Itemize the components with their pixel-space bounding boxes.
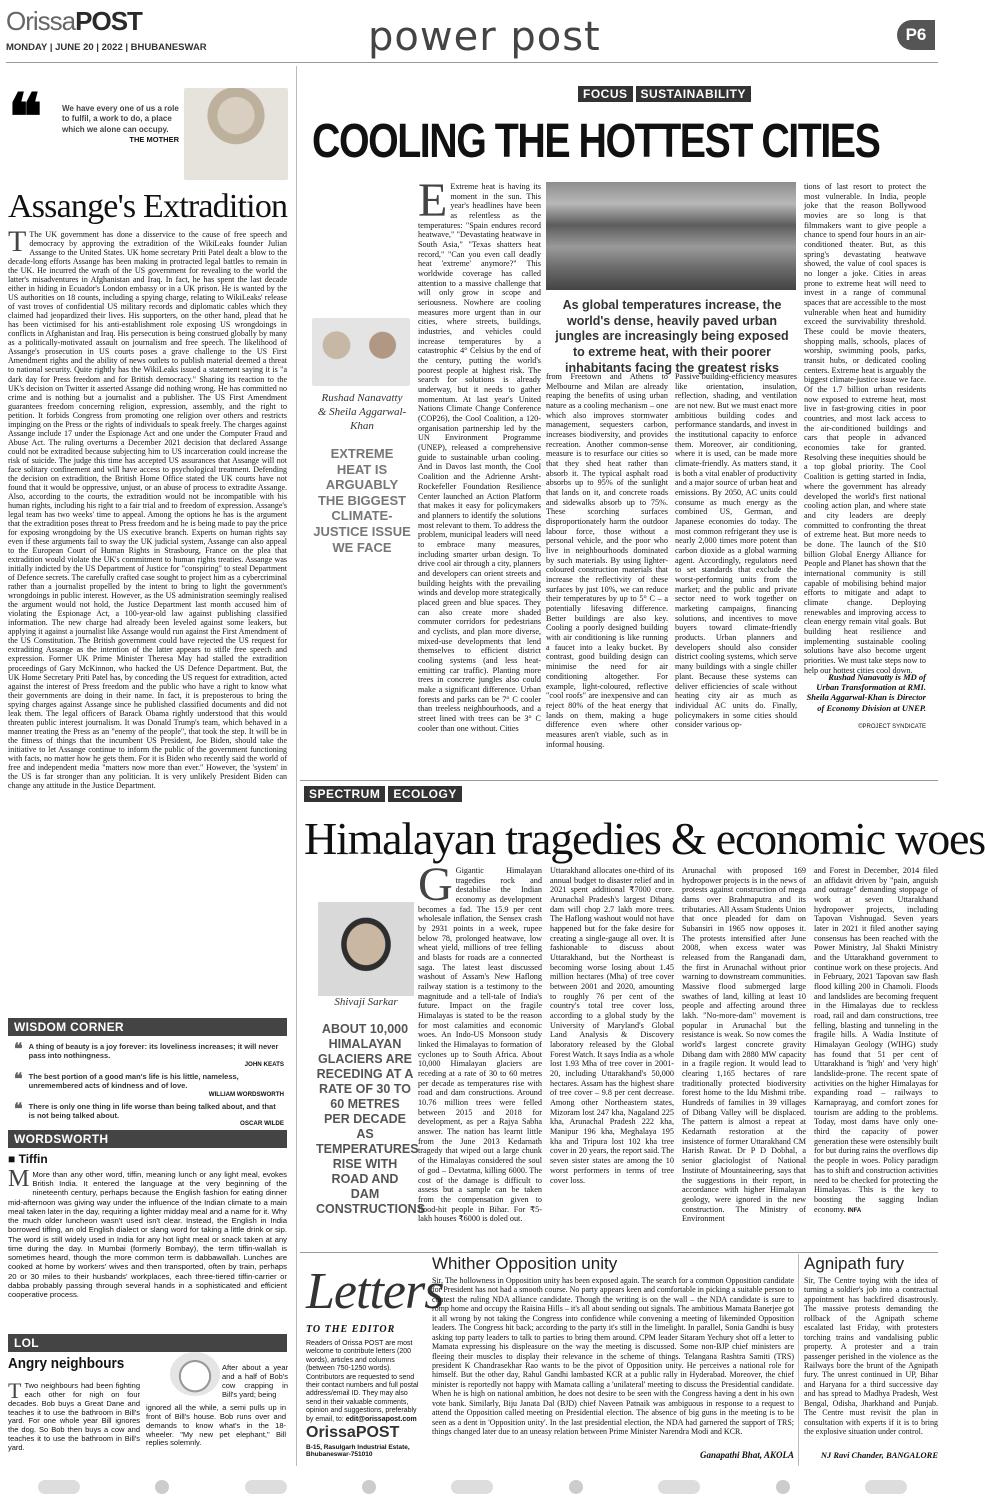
himalaya-col-4: and Forest in December, 2014 filed an affidavit driven by "pain, anguish and outrage" demanding stoppage of work at seven Uttarakhand hydropower projects, including Tapovan Vishnugad. Seven years later in 2021 it filed another saying consensus has been reached with the Power Ministry, Jal Shakti Ministry and the Uttarakhand government to continue work on these projects. And in February, 2021 Tapovan saw flash flood killing 200 in Chamoli. Floods and landslides are becoming frequent in the Himalayas due to reckless road, rail and dam constructions, tree felling, blasting and tunneling in the fragile hills. A Wadia Institute of Himalayan Geology (WIHG) study has found that 51 per cent of Uttarakhand is 'high' and 'very high' landslide-prone. The recent spate of activities on the higher Himalayas for expanding road – railways to Karnaprayag, and comfort zones for tourism are adding to the problems. Today, most dams have only one-third the capacity of power generation these were ostensibly built for but during rains the overflows dip the people in woes. Policy paradigm has to shift and construction activities need to be checked for protecting the Himalayas. This is the key to boosting the sagging Indian economy. INFA [814, 866, 938, 1214]
himalaya-col-2: Uttarakhand allocates one-third of its annual budget to disaster relief and in 2021 spent additional ₹7000 crore. Arunachal Pradesh's largest Dibang dam will chop 2.7 lakh more trees. The Haflong washout would not have happened but for the fake desire for creating a single-gauge all over. It is fashionable to discuss about Uttarakhand, but the Northeast is becoming worse losing about 1.45 million hectares (Mha) of tree cover between 2001 and 2020, amounting to roughly 76 per cent of the country's total tree cover loss, according to a global study by the University of Maryland's Global Land Analysis & Discovery laboratory released by the Global Forest Watch. It says India as a whole lost 1.93 Mha of tree cover in 2001-20, including Uttarakhand's 50,000 hectares. Assam has the highest share of tree cover – 9.8 per cent decrease. Among other Northeastern states, Mizoram lost 247 kha, Nagaland 225 kha, Arunachal Pradesh 222 kha, Manipur 196 kha, Meghalaya 195 kha and Tripura lost 102 kha tree cover in 20 years, the report said. The seven sister states are among the 10 worst performers in terms of tree cover loss. [550, 866, 674, 1185]
assange-body: T The UK government has done a disservice to the cause of free speech and democracy by approving the extradition of the WikiLeaks founder Julian Assange to the United States. UK home secretary Priti Patel dealt a blow to the decade-long efforts Assange has been making in protracted legal battles to remain in the UK. He incurred the wrath of the US government for revealing to the world the latter's misadventures in Afghanistan and Iraq. In fact, he has spent the last decade either in hiding in Ecuador's London embassy or in a UK prison. He is wanted by the US authorities on 18 counts, including a spying charge, relating to WikiLeaks' release of vast troves of confidential US military records and diplomatic cables which they claimed had jeopardized their lives. His supporters, on the other hand, plead that he has been victimised for his anti-establishment role exposing US wrongdoings in conflicts in Afghanistan and Iraq. His persecution is being construed globally by many as a politically-motivated assault on journalism and free speech. The likelihood of Assange's prosecution in US courts poses a grave challenge to the US First Amendment rights and the ability of news outlets to publish material deemed a threat to national security. Quite rightly has the WikiLeaks issued a statement saying it is "a dark day for Press freedom and for British democracy." Sharing its reaction to the UK's decision on Twitter it asserted Assange did nothing wrong. He has committed no crime and is nothing but a journalist and a publisher. The US First Amendment guarantees freedom concerning religion, expression, assembly, and the right to petition. It forbids Congress from promoting one religion over others and restricts impinging on the Press or the rights of individuals to speak freely. The charges against Assange include 17 under the Espionage Act and one under the Computer Fraud and Abuse Act. The ruling overturns a December 2021 decision that declared Assange could not be extradited because subjecting him to US incarceration could increase the risk of suicide. The judge this time has accepted US assurances that Assange will not face solitary confinement and will have access to psychological treatment. Defending the decision on extradition, the British Home Office stated the UK courts have not found that it would be oppressive, unjust, or an abuse of process to extradite Assange. Also, according to the courts, the extradition would not be incompatible with his human rights, including his right to a fair trial and to freedom of expression. Assange's legal team has two weeks' time to appeal. Among the options he has is the argument that the extradition poses threat to Press freedom and he is being made to pay the price for exposing wrongdoing by the US executive branch. Experts on human rights say even if these arguments fail to sway the UK judicial system, Assange can also appeal to the European Court of Human Rights in Strasbourg, France on the plea that extradition would violate the UK's commitment to human rights treaties. Assange was initially indicted by the US Department of Justice for "conspiring" to steal Department of Defence secrets. The carefully crafted case sought to project him as a cybercriminal rather than a journalist propelled by the intent to bring to light the government's wrongdoings in public interest. However, as the US administration seemingly realised the argument would not hold, the Justice Department last month accused him of violating the Espionage Act, a 100-year-old law against publishing classified information. The new charge had already been leveled against some leakers, but applying it against a journalist like Assange would run against the First Amendment of the US Constitution. The British government could have rejected the US request for extraditing Assange as the intention of the latter appears to stifle free speech and expression. Former UK Prime Minister Theresa May had stalled the extradition proceedings of Gary McKinnon, who hacked the US Defence Department. But, the UK Home Secretary Priti Patel has, by conceding the US request for extradition, acted against the interest of Press freedom and the public who have a right to know what their governments are doing in their name. In fact, it is preposterous to bring the spying charges against Assange since he published classified documents and did not leak them. The legal officers of Barack Obama rightly understood that this would threaten public interest journalism. It was Donald Trump's team, which behaved in a manner treating the Press as an "enemy of the people", that took the step. It will be in the fitness of things that the incumbent US President, Joe Biden, should take the initiative to let Assange continue to inform the public of the government functioning with facts, no matter how he gets them. For it is Biden who recently said the world of free and independent media "matters now more than ever." However, the 'system' in the US is far stronger than any politician. It is very unlikely President Biden can change any attitude in the Justice Department. [8, 225, 287, 790]
section-title: power post [368, 14, 601, 60]
city-photo [546, 182, 796, 290]
himalaya-callout: ABOUT 10,000 HIMALAYAN GLACIERS ARE RECEDING AT A RATE OF 30 TO 60 METRES PER DECADE AS TEMPERATURES RISE WITH ROAD AND DAM CONSTRUCTIONS [316, 1022, 426, 1216]
lol-joke-heading: Angry neighbours [8, 1355, 125, 1372]
himalaya-tags: SPECTRUM ECOLOGY [304, 786, 462, 802]
cooling-col-1: E Extreme heat is having its moment in the sun. This year's headlines have been as relentless as the temperatures: "Spain endures record heatwave," "Devastating heatwave in South Asia," "Texas shatters heat record," "Can you even call deadly heat 'extreme' anymore?" This worldwide coverage has called attention to a massive challenge that will only grow in scope and seriousness. Nowhere are cooling measures more urgent than in our cities, where streets, buildings, industries, and vehicles could increase temperatures by a catastrophic 4° Celsius by the end of the century, putting the world's poorest people at highest risk. The search for solutions is already underway, but it needs to gather momentum. At last year's United Nations Climate Change Conference (COP26), the Cool Coalition, a 120-organisation partnership led by the UN Environment Programme (UNEP), released a comprehensive guide to sustainable urban cooling. And in Davos last month, the Cool Coalition and the Adrienne Arsht-Rockefeller Foundation Resilience Center launched an Action Platform that makes it easy for policymakers and planners to identify the solutions most relevant to them. To address the problem, municipal leaders will need to embrace many measures, including smarter urban design. To drive cool air through a city, planners and developers can orient streets and building heights with the prevailing winds and develop more strategically placed green and blue spaces. They can also create more shaded commuter corridors for pedestrians and cyclists, and plan more diverse, mixed-use developments that lend themselves to efficient district cooling systems (and less heat-emitting car traffic). Planting more trees in concrete jungles also could make a significant difference. Urban forests and parks can be 7° C cooler than treeless neighbourhoods, and a street lined with trees can be 3° C cooler than one without. Cities [418, 174, 541, 733]
letters-note: Readers of Orissa POST are most welcome to contribute letters (200 words), articles and columns (between 750-1250 words). Contributors are requested to send their contact numbers and full postal address/email ID. They may also send in their valuable comments, opinion and suggestions, preferably by email, to: edit@orissapost.com [306, 1340, 419, 1423]
registration-mark [658, 1480, 700, 1494]
registration-mark [245, 1480, 287, 1494]
wordsworth-body: M More than any other word, tiffin, meaning lunch or any light meal, evokes British India. It entered the language at the very beginning of the nineteenth century, perhaps because the English fashion for eating dinner mid-afternoon was giving way under the influence of the Indian climate to a main meal taken later in the day, requiring a lighter midday meal and a name for it. Why the much older luncheon wasn't used isn't clear. Instead, the English in India borrowed tiffing, an old English dialect or slang word for taking a little drink or sip. The word is still widely used in India for any hot light meal or snack taken at any time during the day. In Mumbai (formerly Bombay), the term tiffin-wallah is sometimes heard, though the more common term is dabbawallah. Lunches are cooked at home by workers' wives and then transported, often by train, perhaps 20 or 30 miles to their husbands' workplaces, each three-tiered tiffin-carrier or dabba probably passing through several hands in a sophisticated and efficient cooperative process. [8, 1166, 287, 1300]
letters-divider [798, 1254, 799, 1466]
himalaya-col-1: G Gigantic Himalayan tragedies rock and destabilise the Indian economy as development becomes a fad. The 15.9 per cent wholesale inflation, the Sensex crash by 2931 points in a week, rupee below 78, prolonged heatwave, low wheat yield, millions of tree felling and blasts for roads are a connected saga. The latest least discussed washout of Assam's New Haflong railway station is a testimony to the magnitude and a tell-tale of India's future. Impact on the fragile Himalayas is stated to be the reason for most calamities and economic woes. An Indo-US Monsoon study linked the Himalayas to formation of cyclones up to South Africa. About 10,000 Himalayan glaciers are receding at a rate of 30 to 60 metres per decade as temperatures rise with road and dam constructions. Around 10.76 million trees were felled between 2015 and 2018 for development, as per a Rajya Sabha answer. The nation has learnt little from the June 2013 Kedarnath tragedy that wiped out a large chunk of the Himalayas considered the soul of god – Devtatma, killing 6000. The cost of the damage is difficult to assess but a sample can be taken from the compensation given to flood-hit people in Bihar. For ₹5-lakh houses ₹6000 is doled out. [418, 858, 542, 1224]
cooling-credit: ©PROJECT SYNDICATE [858, 724, 926, 730]
section-rule [300, 780, 938, 781]
dateline: MONDAY | JUNE 20 | 2022 | BHUBANESWAR [6, 42, 207, 53]
laughing-emoji-icon [170, 1352, 220, 1396]
masthead-rule [6, 62, 938, 63]
quote-icon: ❝ [14, 1100, 23, 1118]
author-photo [318, 902, 414, 996]
himalaya-col-3: Arunachal with proposed 169 hydropower projects is in the news of protests against construction of mega dams over Brahmaputra and its tributaries. All Assam Students Union that once pleaded for dam on Subansiri in 1965 now opposes it. The protests intensified after June 2008, when excess water was released from the Ranganadi dam, the first in Arunachal without prior warning to downstream communities. Massive flood submerged large swathes of land, killing at least 10 people and affecting around three lakh. "No-more-dam" movement is popular in Arunachal but the resistance is weak. So now comes the world's largest concrete gravity Dibang dam with 2880 MW capacity in a fragile region. It would lead to clearing 1,165 hectares of rare traditionally protected biodiversity forest home to the Idu Mishmi tribe. Hundreds of families in 39 villages of Dibang Valley will be displaced. The pattern is almost a repeat at Kedarnath restoration at the insistence of former Uttarakhand CM Harish Rawat. Dr P D Dobhal, a senior glaciologist of National Institute of Mountaineering, says that the suggestions in their report, in accordance with higher Himalayan geology, were ignored in the new construction. The Ministry of Environment [682, 866, 806, 1224]
wordsworth-word: ■ Tiffin [8, 1152, 48, 1166]
registration-mark [362, 1480, 376, 1494]
quote-author: THE MOTHER [129, 135, 179, 144]
cooling-callout: EXTREME HEAT IS ARGUABLY THE BIGGEST CLIMATE-JUSTICE ISSUE WE FACE [313, 446, 411, 555]
assange-headline: Assange's Extradition [8, 188, 288, 225]
author-portrait [184, 88, 288, 180]
lol-col-2b: ignored all the while, a semi pulls up in front of Bill's house. Bob runs over and demands to know what's in the 18-wheeler. "My new pet elephant," Bill replies solemnly. [146, 1403, 286, 1448]
wisdom-item: ❝ There is only one thing in life worse than being talked about, and that is not being talked about. OSCAR WILDE [14, 1100, 284, 1128]
himalaya-headline: Himalayan tragedies & economic woes [304, 813, 985, 864]
wisdom-corner-heading: WISDOM CORNER [8, 1018, 287, 1036]
letter-2-heading: Agnipath fury [804, 1254, 905, 1273]
cooling-headline: COOLING THE HOTTEST CITIES [312, 115, 880, 168]
cooling-author-bio: Rushad Nanavatty is MD of Urban Transformation at RMI. Sheila Aggarwal-Khan is Director of Economy Division at UNEP. [806, 672, 926, 713]
letters-subtitle: TO THE EDITOR [306, 1324, 396, 1335]
letters-title: Letters [306, 1263, 444, 1320]
cooling-tags: FOCUS SUSTAINABILITY [578, 86, 751, 102]
quote-mark-icon: ❝ [8, 82, 43, 153]
letter-1-signature: Ganapathi Bhat, AKOLA [700, 1450, 794, 1460]
page-number-badge: P6 [897, 20, 935, 50]
lol-col-1: T Two neighbours had been fighting each other for nigh on four decades. Bob buys a Great Dane and teaches it to use the bathroom in Bill's yard. For one whole year Bill ignores the dog. So Bob then buys a cow and teaches it to use the bathroom in Bill's yard. [8, 1378, 140, 1452]
registration-mark [569, 1480, 583, 1494]
section-rule [300, 1252, 938, 1253]
masthead-logo: OrissaPOST [6, 6, 142, 36]
lol-col-2a: After about a year and a half of Bob's cow crapping in Bill's yard; being [222, 1363, 288, 1399]
letters-logo: OrissaPOST [306, 1424, 400, 1441]
wordsworth-heading: WORDSWORTH [8, 1130, 287, 1148]
wisdom-item: ❝ A thing of beauty is a joy forever: its loveliness increases; it will never pass into nothingness. JOHN KEATS [14, 1041, 284, 1068]
cooling-authors: Rushad Nanavatty & Sheila Aggarwal-Khan [317, 392, 407, 432]
quote-icon: ❝ [14, 1070, 23, 1088]
cooling-col-4: tions of last resort to protect the most vulnerable. In India, people joke that the reason Bollywood movies are so long is that filmmakers want to give people a chance to spend four hours in an air-conditioned theater. But, as this spring's devastating heatwave showed, the value of cool spaces is no longer a joke. Cities in areas prone to extreme heat will need to invest in a range of communal spaces that are accessible to the most vulnerable when heat and humidity exceed the survivability threshold. These could be movie theaters, shopping malls, schools, places of worship, swimming pools, parks, transit hubs, or dedicated cooling centers. Extreme heat is arguably the biggest climate-justice issue we face. Of the 1.7 billion urban residents now exposed to extreme heat, most live in fast-growing cities in poor countries, and most lack access to the air-conditioned buildings and cars that people in advanced economies take for granted. Resolving these inequities should be a top global priority. The Cool Coalition is getting started in India, where the government has already developed the world's first national cooling action plan, and where state and city leaders are deeply committed to confronting the threat of extreme heat. But more needs to be done. The launch of the $10 billion Global Energy Alliance for People and Planet has shown that the international community is still capable of mobilising behind major efforts to mitigate and adapt to climate change. Deploying renewables and improving access to clean energy remain vital goals. But building heat resilience and implementing sustainable cooling solutions have also become urgent priorities. We must take steps now to help our hottest cities cool down. [804, 182, 926, 675]
lol-heading: LOL [8, 1334, 287, 1352]
letter-1-heading: Whither Opposition unity [432, 1254, 618, 1273]
cooling-col-3: Passive building-efficiency measures like orientation, insulation, reflection, shading, and ventilation are not new. But we must enact more ambitious building codes and performance standards, and invest in the institutional capacity to enforce them. Moreover, air conditioning, where it is used, can be made more climate-friendly. As matters stand, it is both a vital enabler of productivity and a major source of urban heat and emissions. By 2050, AC units could consume as much energy as the combined US, German, and Japanese economies do today. The most common refrigerant they use is nearly 2,000 times more potent than carbon dioxide as a global warming agent. Accordingly, regulators need to set standards that exclude the worst-performing units from the market; and the public and private sector need to work together on marketing campaigns, financing solutions, and incentives to move buyers toward climate-friendly products. Urban planners and developers should also consider district cooling systems, which serve many buildings with a single chiller plant. Because these systems can deliver efficiencies of scale without heating city air as much as individual AC units do. Finally, policymakers in some cities should consider various op- [675, 372, 797, 730]
wisdom-list [14, 1042, 284, 1127]
letter-2-body: Sir, The Centre toying with the idea of turning a soldier's job into a contractual appointment has backfired disastrously. The massive protests demanding the rollback of the Agnipath scheme escalated last Friday, with protesters torching trains and vandalising public property. A protester and a train passenger perished in the violence as the Railways bore the brunt of the Agnipath fury. The unrest continued in UP, Bihar and Haryana for a third successive day and has spread to Madhya Pradesh, West Bengal, Odisha, Jharkhand and Punjab. The Centre must revisit the plan in consultation with experts if it is to bring the explosive situation under control. [804, 1276, 938, 1436]
himalaya-author: Shivaji Sarkar [334, 996, 398, 1008]
wisdom-item: ❝ The best portion of a good man's life is his little, nameless, unremembered acts of kindness and of love. WILLIAM WORDSWORTH [14, 1070, 284, 1098]
column-divider [296, 66, 297, 1466]
letter-2-signature: NJ Ravi Chander, BANGALORE [820, 1450, 938, 1460]
print-registration-marks [0, 1476, 945, 1498]
cooling-col-2: from Freetown and Athens to Melbourne and Milan are already reaping the benefits of using urban nature as a cooling mechanism – one which also improves stormwater management, sequesters carbon, increases biodiversity, and provides recreation. Another common-sense measure is to resurface our cities so that they shed heat rather than absorb it. The typical asphalt road absorbs up to 95% of the sunlight that lands on it, and concrete roads and sidewalks absorb up to 75%. These scorching surfaces disproportionately harm the outdoor labour force, those without a personal vehicle, and the poor who live in neighbourhoods dominated by such materials. By using lighter-coloured construction materials that increase the reflectivity of these surfaces by just 10%, we can reduce their temperatures by up to 5° C – a potentially lifesaving difference. Better buildings are also key. Cooling a poorly designed building with air conditioning is like running a faucet into a leaky bucket. By contrast, good building design can minimise the need for air conditioning altogether. For example, light-coloured, reflective "cool roofs" are inexpensive and can reject 80% of the heat energy that lands on them, making a huge difference even where other measures aren't viable, such as in informal housing. [546, 372, 668, 749]
cooling-photo-caption: As global temperatures increase, the world's dense, heavily paved urban jungles are increasingly being exposed to extreme heat, with their poorer inhabitants facing the greatest risks [555, 298, 789, 375]
quote-icon: ❝ [14, 1041, 23, 1058]
registration-mark [155, 1480, 169, 1494]
authors-photo [312, 318, 410, 386]
registration-mark [776, 1480, 790, 1494]
registration-mark [38, 1480, 80, 1494]
letter-1-body: Sir, The hollowness in Opposition unity has been exposed again. The search for a common Opposition candidate for President has not had a smooth course. No party appears keen and comfortable in picking a suitable person to contest the ruling NDA alliance candidate. Though the writing is on the wall – the NDA candidate is sure to romp home and occupy the Raisina Hills – it's all about sending out signals. The ambitious Mamata Banerjee got it all wrong by not taking the Congress into confidence while convening a meeting of likeminded Opposition leaders. The Congress hit back; according to the party it's still in the limelight. In parallel, Sonia Gandhi is busy asking top party leaders to talk to parties to bring them around. CPM leader Sitaram Yechury shot off a letter to Mamata expressing his displeasure on the way the meeting is discussed. Some non-BJP chief ministers are fleeing their muscles to display their relevance in the scheme of things. Telangana Rashtra Samiti (TRS) president K Chandrasekhar Rao wants to be the pivot of Opposition unity. He perceives a national role for himself. But the other day, Rahul Gandhi lambasted KCR at a public rally in Hyderabad. Moreover, the chief minister is reportedly not happy with Mamata calling a 'unilateral' meeting to discuss the Presidential candidate. When he is high on national ambition, he does not desire to be seen with the Congress having a dent in his own vote bank. Similarly, Biju Janata Dal (BJD) chief Naveen Patnaik was ambiguous in response to a request to attend the Opposition called meeting on Presidential election. The absence of big guns in the meeting is to be seen as a dent in 'Opposition unity'. In the last presidential election, the NDA had garnered the support of TRS; things changed later due to an uneasy relation between Prime Minister Narendra Modi and KCR. [432, 1276, 794, 1436]
quote-text: We have every one of us a role to fulfil, a work to do, a place which we alone can occupy. [62, 104, 179, 134]
registration-mark [451, 1480, 493, 1494]
letters-address: B-15, Rasulgarh Industrial Estate, Bhubaneswar-751010 [306, 1444, 410, 1458]
registration-mark [865, 1480, 907, 1494]
